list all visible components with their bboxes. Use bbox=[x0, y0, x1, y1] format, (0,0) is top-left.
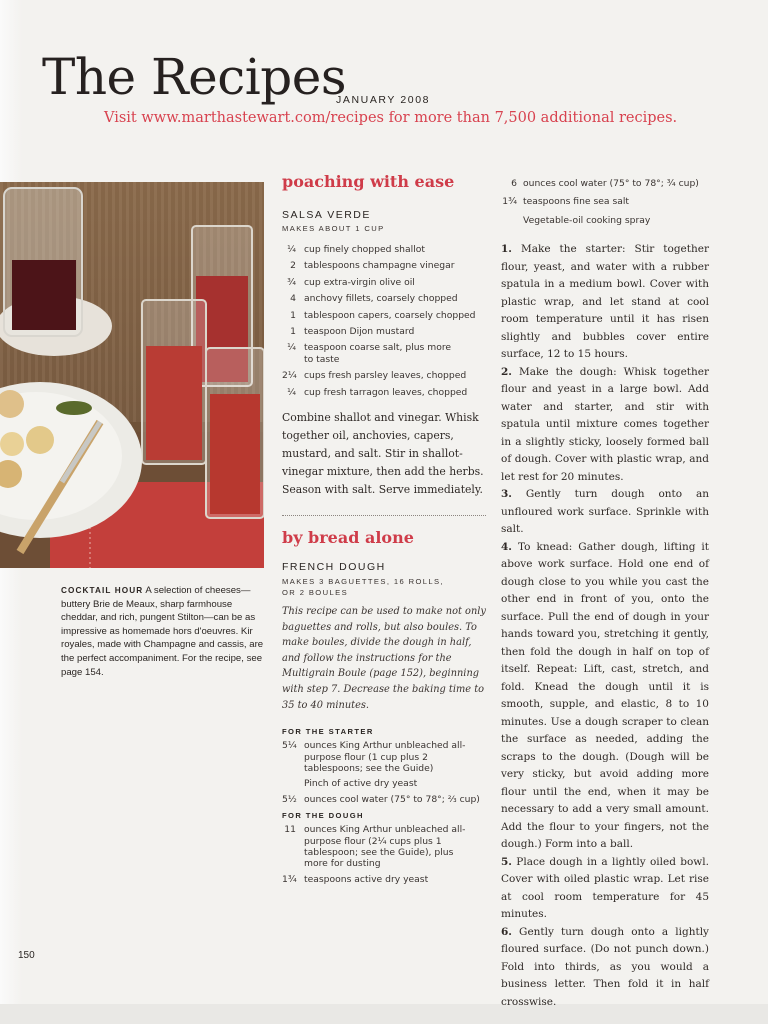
ingredient-list-dough bbox=[282, 824, 492, 885]
step-6: 6. Gently turn dough onto a lightly floured surface. (Do not punch down.) Fold into thirds, as you would a business letter. Then fold it in half crosswise. bbox=[501, 925, 709, 1008]
ingredient: 11 ounces King Arthur unbleached all-purpose flour (2¼ cups plus 1 tablespoon; see the Guide), plus more for dusting bbox=[284, 824, 466, 870]
ingredient: Pinch of active dry yeast bbox=[304, 778, 418, 790]
ingredient: 6 ounces cool water (75° to 78°; ¾ cup) bbox=[511, 178, 699, 189]
page-title: The Recipes bbox=[42, 48, 347, 106]
ingredient: ¾ cup extra-virgin olive oil bbox=[287, 276, 415, 288]
issue-date: JANUARY 2008 bbox=[336, 94, 431, 106]
caption-text: A selection of cheeses—buttery Brie de Meaux, sharp farmhouse cheddar, and rich, pungent Stilton—can be as impressive as homemade hors d'oeuvres. Kir royales, made with Champagne and cassis, are the perfect accompaniment. For the recipe, see page 154. bbox=[61, 585, 264, 678]
ingredient-list-salsa-verde bbox=[282, 244, 492, 398]
middle-column bbox=[282, 172, 492, 889]
starter-label: FOR THE STARTER bbox=[282, 727, 374, 737]
recipe-title-salsa-verde: SALSA VERDE bbox=[282, 209, 371, 221]
recipe-yield-line1: MAKES 3 BAGUETTES, 16 ROLLS, bbox=[282, 577, 445, 587]
page-number: 150 bbox=[18, 950, 35, 961]
photo-illustration bbox=[0, 182, 264, 568]
step-3: 3. Gently turn dough onto an unfloured work surface. Sprinkle with salt. bbox=[501, 488, 709, 536]
ingredient-list-starter bbox=[282, 740, 492, 805]
ingredient: 2 tablespoons champagne vinegar bbox=[290, 260, 455, 272]
ingredient: ¼ cup fresh tarragon leaves, chopped bbox=[287, 386, 468, 398]
caption-lead: COCKTAIL HOUR bbox=[61, 586, 144, 595]
recipe-method-salsa-verde: Combine shallot and vinegar. Whisk together oil, anchovies, capers, mustard, and salt. Stir in shallot-vinegar mixture, then add the herbs. Season with salt. Serve immediately. bbox=[282, 411, 484, 497]
ingredient: 2¼ cups fresh parsley leaves, chopped bbox=[282, 370, 467, 382]
ingredient: Vegetable-oil cooking spray bbox=[523, 214, 651, 226]
photo-caption bbox=[61, 584, 271, 679]
ingredient: 4 anchovy fillets, coarsely chopped bbox=[290, 293, 458, 305]
cocktail-photo bbox=[0, 182, 264, 568]
dough-label: FOR THE DOUGH bbox=[282, 811, 364, 821]
right-column bbox=[501, 178, 709, 1011]
ingredient-list-dough-cont bbox=[501, 178, 709, 226]
recipe-title-french-dough: FRENCH DOUGH bbox=[282, 561, 386, 574]
ingredient: 5¼ ounces King Arthur unbleached all-purpose flour (1 cup plus 2 tablespoons; see the Guide) bbox=[282, 740, 466, 775]
ingredient: 1 teaspoon Dijon mustard bbox=[290, 326, 415, 338]
step-5: 5. Place dough in a lightly oiled bowl. Cover with oiled plastic wrap. Let rise at cool room temperature for 45 minutes. bbox=[501, 855, 709, 921]
section-heading-bread: by bread alone bbox=[282, 528, 414, 548]
recipe-yield: MAKES ABOUT 1 CUP bbox=[282, 224, 385, 233]
step-1: 1. Make the starter: Stir together flour, yeast, and water with a rubber spatula in a medium bowl. Cover with plastic wrap, and let stand at cool room temperature until it has risen slightly and bubbles cover entire surface, 12 to 15 hours. bbox=[501, 243, 709, 361]
section-heading-poaching: poaching with ease bbox=[282, 172, 455, 191]
website-promo: Visit www.marthastewart.com/recipes for more than 7,500 additional recipes. bbox=[104, 110, 678, 126]
ingredient: 5½ ounces cool water (75° to 78°; ⅔ cup) bbox=[282, 793, 480, 805]
step-4: 4. To knead: Gather dough, lifting it above work surface. Hold one end of dough close to you while you cast the other end in front of you, onto the surface. Pull the end of dough in your hands toward you, stretching it gently, then fold the dough in half on top of itself. Repeat: Lift, cast, stretch, and fold. Knead the dough until it is smooth, supple, and elastic, 8 to 10 minutes. Use a dough scraper to clean the surface as needed, adding the scraps to the dough. (Dough will be very sticky, but avoid adding more flour until the end, when it may be necessary to add a very small amount. Add the flour to your fingers, not the dough.) Form into a ball. bbox=[501, 540, 709, 851]
step-2: 2. Make the dough: Whisk together flour and yeast in a large bowl. Add water and starter, and stir with spatula until mixture comes together in a slightly sticky, loosely formed ball of dough. Cover with plastic wrap, and let rest for 20 minutes. bbox=[501, 365, 709, 483]
ingredient: 1 tablespoon capers, coarsely chopped bbox=[290, 309, 476, 321]
ingredient: ¼ cup finely chopped shallot bbox=[287, 244, 425, 255]
ingredient: 1¾ teaspoons active dry yeast bbox=[282, 873, 429, 885]
ingredient: 1¾ teaspoons fine sea salt bbox=[502, 196, 630, 208]
recipe-yield-line2: OR 2 BOULES bbox=[282, 588, 349, 598]
ingredient: ¼ teaspoon coarse salt, plus more to taste bbox=[287, 342, 452, 365]
recipe-note: This recipe can be used to make not only baguettes and rolls, but also boules. To make boules, divide the dough in half, and follow the instructions for the Multigrain Boule (page 152), beginning with step 7. Decrease the baking time to 35 to 40 minutes. bbox=[282, 606, 486, 711]
